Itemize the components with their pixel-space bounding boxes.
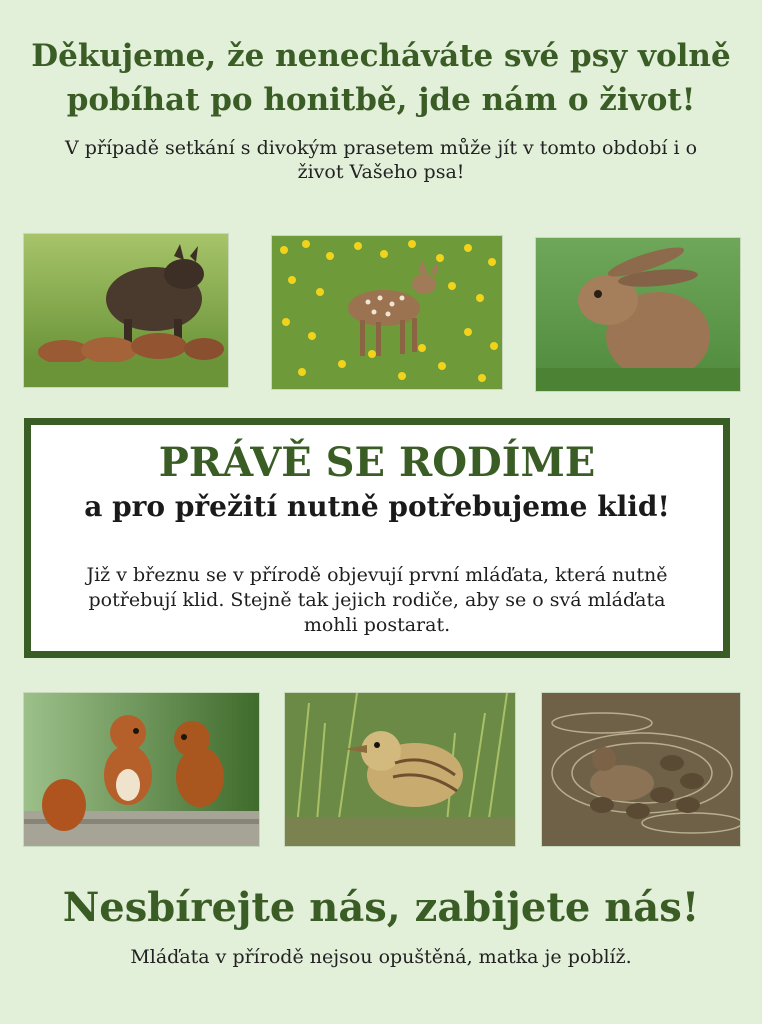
chick-photo — [284, 692, 516, 847]
notice-subtitle: a pro přežití nutně potřebujeme klid! — [84, 490, 670, 523]
headline-subtext: V případě setkání s divokým prasetem může jít v tomto období i o život Vašeho psa! — [64, 137, 698, 183]
notice-box — [24, 418, 730, 658]
squirrels-photo — [23, 692, 260, 847]
headline-line-1: Děkujeme, že nenecháváte své psy volně — [31, 38, 731, 74]
ducks-photo — [541, 692, 741, 847]
notice-title: PRÁVĚ SE RODÍME — [158, 439, 596, 486]
hare-photo — [535, 237, 741, 392]
notice-body: Již v březnu se v přírodě objevují první mláďata, která nutně potřebují klid. Stejně tak jejich rodiče, aby se o svá mláďata mohli postarat. — [86, 564, 668, 636]
fawn-photo — [271, 235, 503, 390]
headline — [0, 34, 762, 122]
footer-title: Nesbírejte nás, zabijete nás! — [62, 884, 700, 931]
headline-line-2: pobíhat po honitbě, jde nám o život! — [66, 82, 696, 118]
wild-boar-photo — [23, 233, 229, 388]
footer-subtitle: Mláďata v přírodě nejsou opuštěná, matka je poblíž. — [130, 946, 632, 968]
